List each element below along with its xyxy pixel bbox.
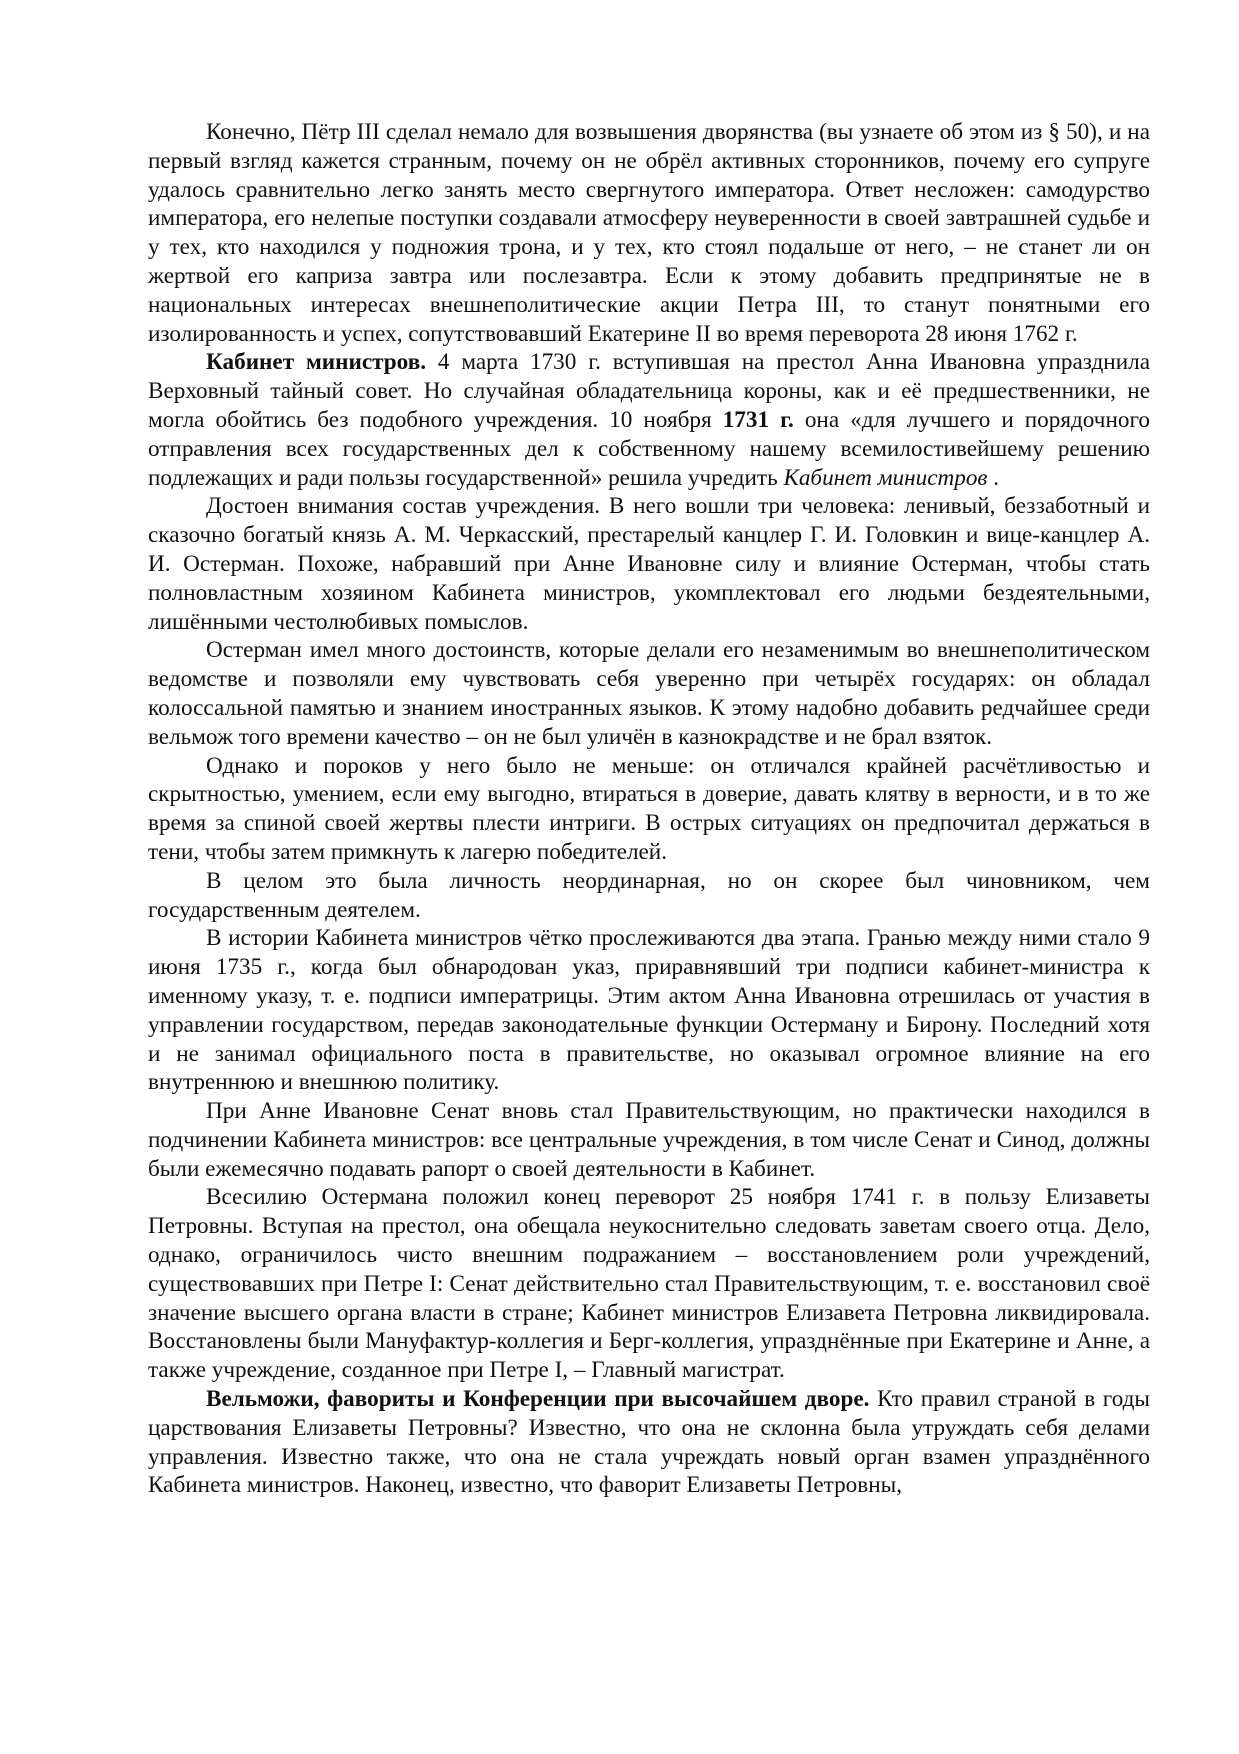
paragraph-text: 4 марта 1730 г. вступившая на престол Анна Ивановна упразднила Верховный тайный совет. Но случайная обладательница короны, как и её предшественники, не могла обойтись без подобного учреждения. 10 ноября: [148, 349, 1150, 433]
paragraph-osterman-summary: В целом это была личность неординарная, но он скорее был чиновником, чем государственным деятелем.: [148, 867, 1150, 923]
document-page: [148, 118, 1150, 1500]
paragraph-text: она «для лучшего и порядочного отправления всех государственных дел к собственному нашему всемилостивейшему решению подлежащих и ради пользы государственной» решила учредить: [148, 406, 1150, 491]
paragraph-text: Кто правил страной в годы царствования Елизаветы Петровны? Известно, что она не склонна была утруждать себя делами управления. Известно также, что она не стала учреждать новый орган взамен упразднённого Кабинета министров. Наконец, известно, что фаворит Елизаветы Петровны,: [148, 1386, 1151, 1499]
paragraph-cabinet-of-ministers: [148, 348, 1150, 492]
paragraph-composition: Достоен внимания состав учреждения. В него вошли три человека: ленивый, беззаботный и сказочно богатый князь А. М. Черкасский, престарелый канцлер Г. И. Головкин и вице-канцлер А. И. Остерман. Похоже, набравший при Анне Ивановне силу и влияние Остерман, чтобы стать полновластным хозяином Кабинета министров, укомплектовал его людьми бездеятельными, лишёнными честолюбивых помыслов.: [148, 493, 1150, 635]
paragraph-peter-iii: Конечно, Пётр III сделал немало для возвышения дворянства (вы узнаете об этом из § 50), и на первый взгляд кажется странным, почему он не обрёл активных сторонников, почему его супруге удалось сравнительно легко занять место свергнутого императора. Ответ несложен: самодурство императора, его нелепые поступки создавали атмосферу неуверенности в своей завтрашней судьбе и у тех, кто находился у подножия трона, и у тех, кто стоял подальше от него, – не станет ли он жертвой его каприза завтра или послезавтра. Если к этому добавить предпринятые не в национальных интересах внешнеполитические акции Петра III, то станут понятными его изолированность и успех, сопутствовавший Екатерине II во время переворота 28 июня 1762 г.: [148, 119, 1150, 347]
paragraph-osterman-vices: Однако и пороков у него было не меньше: он отличался крайней расчётливостью и скрытностью, умением, если ему выгодно, втираться в доверие, давать клятву в верности, и в то же время за спиной своей жертвы плести интриги. В острых ситуациях он предпочитал держаться в тени, чтобы затем примкнуть к лагерю победителей.: [148, 752, 1150, 865]
section-heading-cabinet: Кабинет министров.: [206, 349, 427, 376]
italic-term: Кабинет министров: [783, 464, 988, 491]
section-heading-favorites: Вельможи, фавориты и Конференции при высочайшем дворе.: [206, 1386, 870, 1413]
paragraph-favorites: [148, 1385, 1150, 1500]
paragraph-cabinet-history: В истории Кабинета министров чётко прослеживаются два этапа. Гранью между ними стало 9 июня 1735 г., когда был обнародован указ, приравнявший три подписи кабинет-министра к именному указу, т. е. подписи императрицы. Этим актом Анна Ивановна отрешилась от участия в управлении государством, передав законодательные функции Остерману и Бирону. Последний хотя и не занимал официального поста в правительстве, но оказывал огромное влияние на его внутреннюю и внешнюю политику.: [148, 925, 1150, 1096]
paragraph-senate: При Анне Ивановне Сенат вновь стал Правительствующим, но практически находился в подчинении Кабинета министров: все центральные учреждения, в том числе Сенат и Синод, должны были ежемесячно подавать рапорт о своей деятельности в Кабинет.: [148, 1098, 1150, 1182]
paragraph-osterman-merits: Остерман имел много достоинств, которые делали его незаменимым во внешнеполитическом ведомстве и позволяли ему чувствовать себя уверенно при четырёх государях: он обладал колоссальной памятью и знанием иностранных языков. К этому надобно добавить редчайшее среди вельмож того времени качество – он не был уличён в казнокрадстве и не брал взяток.: [148, 637, 1150, 750]
paragraph-text: .: [987, 464, 1000, 491]
bold-year: 1731 г.: [722, 406, 794, 433]
paragraph-elizabeth: Всесилию Остермана положил конец переворот 25 ноября 1741 г. в пользу Елизаветы Петровны. Вступая на престол, она обещала неукоснительно следовать заветам своего отца. Дело, однако, ограничилось чисто внешним подражанием – восстановлением роли учреждений, существовавших при Петре I: Сенат действительно стал Правительствующим, т. е. восстановил своё значение высшего органа власти в стране; Кабинет министров Елизавета Петровна ликвидировала. Восстановлены были Мануфактур-коллегия и Берг-коллегия, упразднённые при Екатерине и Анне, а также учреждение, созданное при Петре I, – Главный магистрат.: [148, 1184, 1150, 1384]
